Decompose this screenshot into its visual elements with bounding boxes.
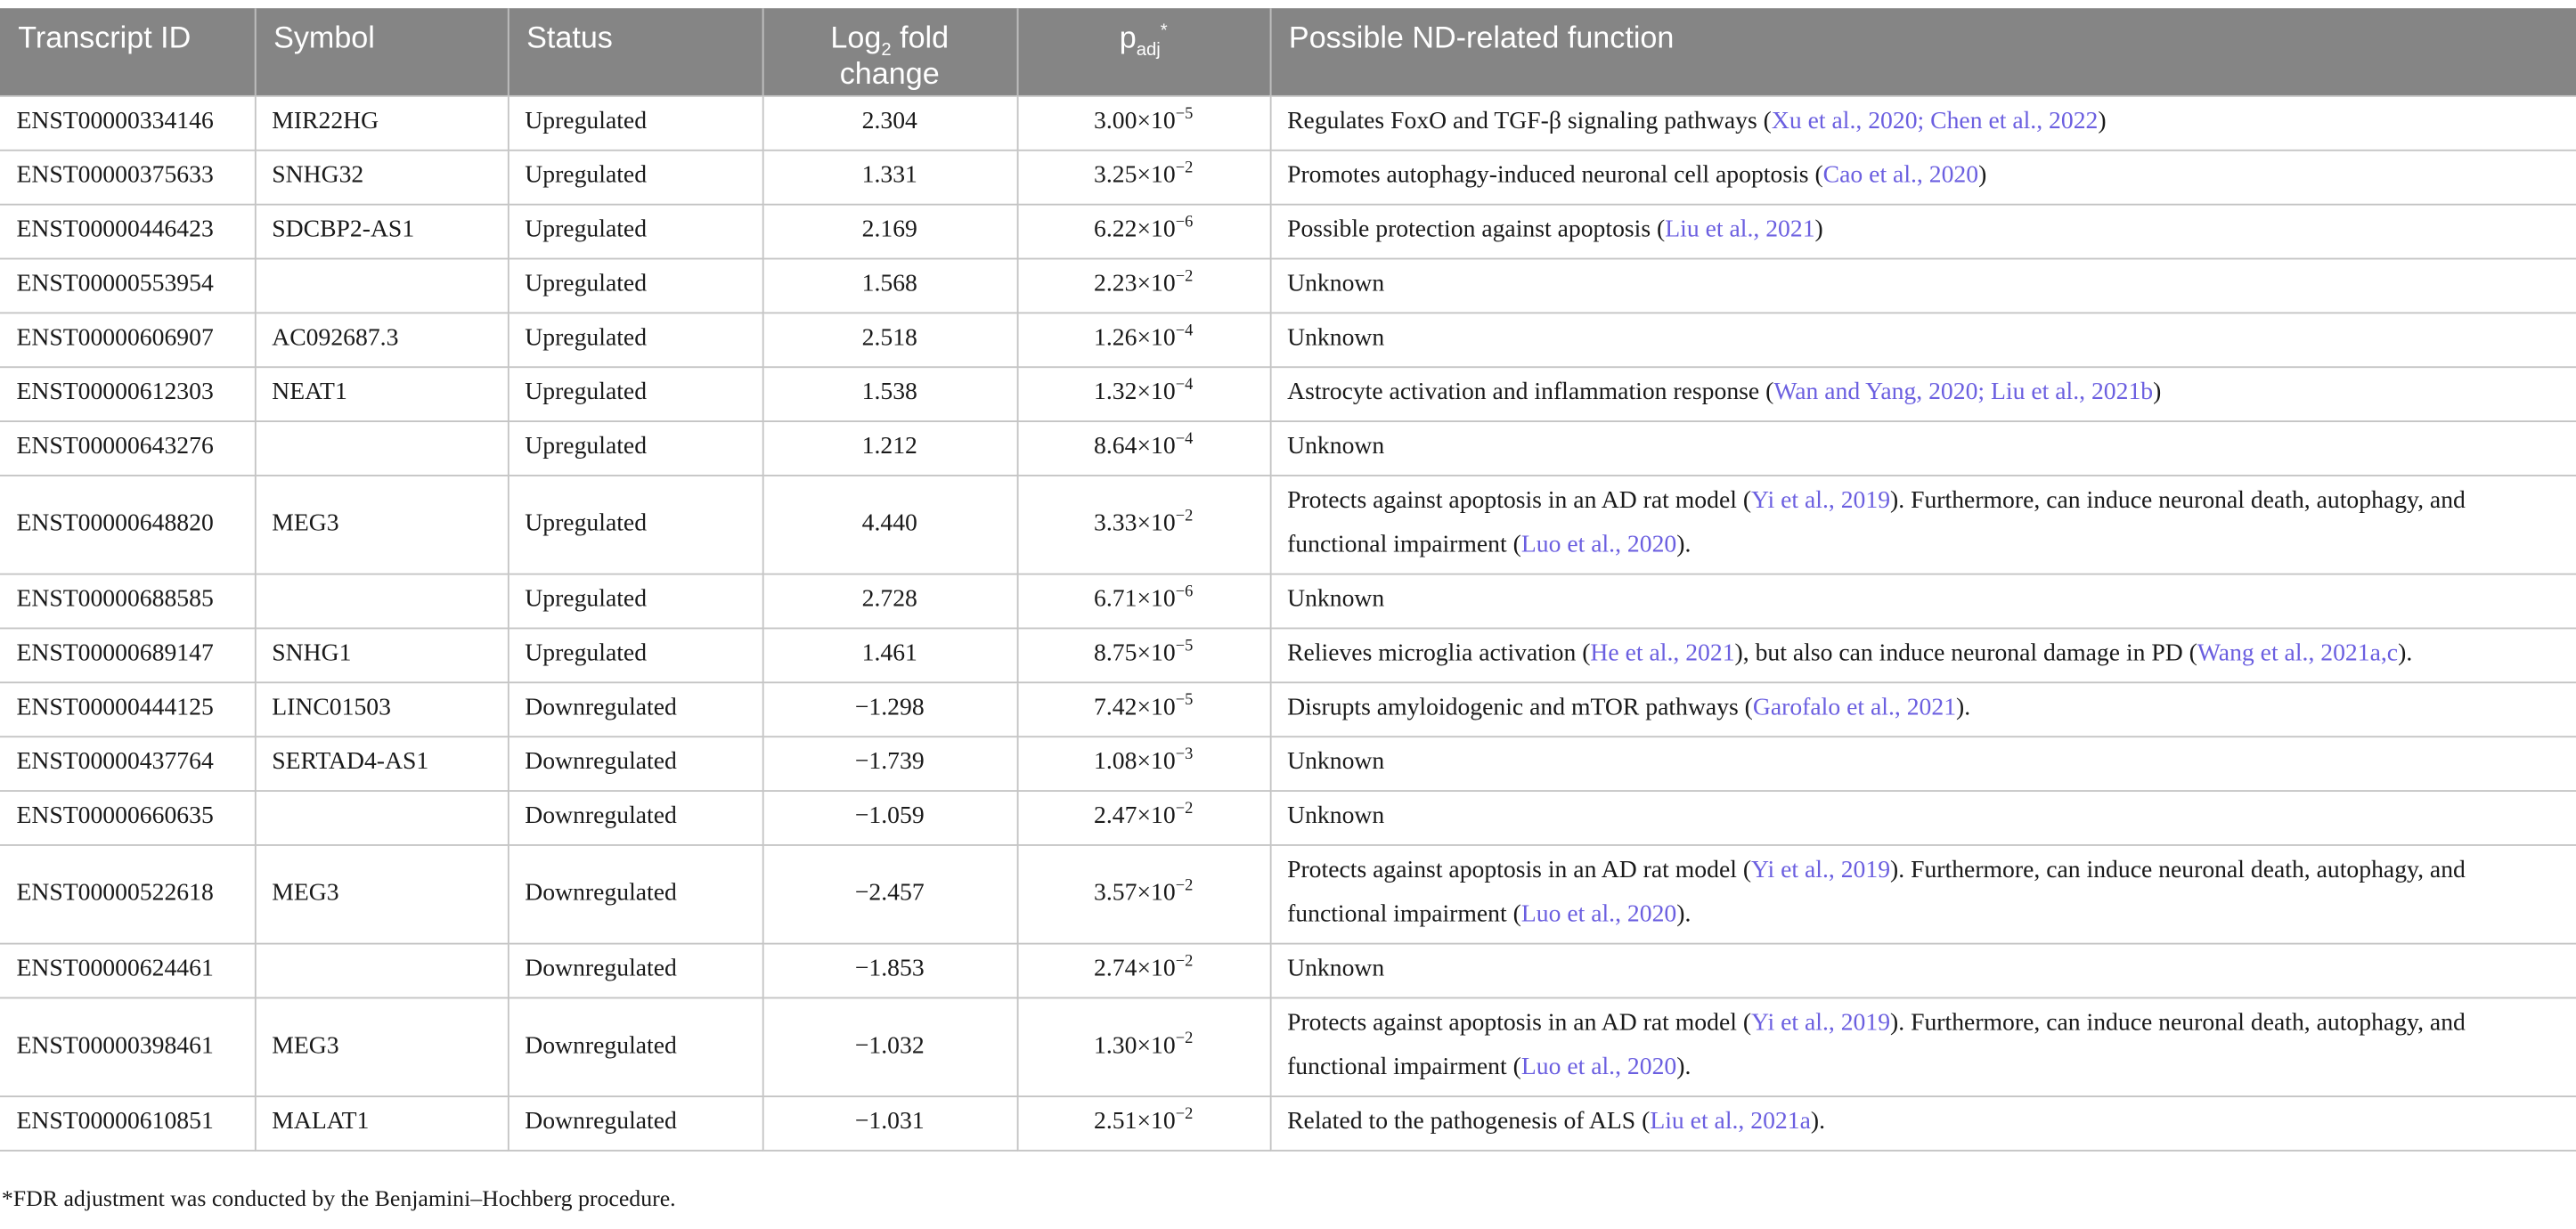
function-text: Unknown: [1287, 749, 1385, 776]
function-text: Protects against apoptosis in an AD rat model (: [1287, 487, 1752, 515]
cell-transcript-id: ENST00000553954: [0, 258, 255, 313]
padj-mantissa: 2.51: [1094, 1108, 1137, 1135]
table-row: [0, 420, 2576, 475]
cell-symbol: AC092687.3: [255, 312, 508, 366]
padj-times: ×: [1137, 956, 1152, 982]
table-row: [0, 150, 2576, 204]
padj-base: 10: [1151, 640, 1176, 667]
padj-base: 10: [1151, 1032, 1176, 1059]
padj-base: 10: [1151, 802, 1176, 830]
padj-exponent: −4: [1175, 321, 1194, 340]
padj-times: ×: [1137, 879, 1152, 907]
cell-padj: [1017, 420, 1270, 475]
function-text: Unknown: [1287, 802, 1385, 830]
function-text: ).: [1956, 695, 1971, 721]
function-text: Astrocyte activation and inflammation response (: [1287, 379, 1774, 406]
padj-exponent: −2: [1175, 1105, 1194, 1124]
header-transcript-id: Transcript ID: [0, 8, 255, 95]
function-text: Unknown: [1287, 325, 1385, 352]
cell-symbol: [255, 790, 508, 844]
cell-symbol: SNHG32: [255, 150, 508, 204]
function-text: Related to the pathogenesis of ALS (: [1287, 1108, 1651, 1135]
cell-log2-fold-change: −1.059: [762, 790, 1017, 844]
padj-times: ×: [1137, 749, 1152, 776]
cell-status: Upregulated: [508, 420, 762, 475]
cell-status: Upregulated: [508, 475, 762, 574]
function-text: ). Furthermore, can induce neuronal death, autophagy, and functional impairment (: [1287, 1010, 2466, 1081]
cell-padj: [1017, 736, 1270, 790]
table-row: [0, 736, 2576, 790]
cell-function: [1270, 997, 2576, 1096]
padj-mantissa: 2.23: [1094, 271, 1137, 297]
function-text: Unknown: [1287, 586, 1385, 613]
table-row: [0, 844, 2576, 943]
citation-link[interactable]: Liu et al., 2021a: [1650, 1108, 1811, 1135]
table-footnote: *FDR adjustment was conducted by the Benjamini–Hochberg procedure.: [1, 1187, 676, 1213]
padj-exponent: −5: [1175, 105, 1194, 124]
padj-mantissa: 6.71: [1094, 586, 1137, 613]
padj-times: ×: [1137, 216, 1152, 243]
cell-padj: [1017, 204, 1270, 258]
cell-function: [1270, 790, 2576, 844]
citation-link[interactable]: Garofalo et al., 2021: [1752, 695, 1957, 721]
function-text: ): [2153, 379, 2162, 406]
padj-mantissa: 8.75: [1094, 640, 1137, 667]
cell-function: [1270, 844, 2576, 943]
cell-status: Upregulated: [508, 204, 762, 258]
padj-exponent: −2: [1175, 875, 1194, 895]
cell-log2-fold-change: 1.568: [762, 258, 1017, 313]
cell-status: Upregulated: [508, 628, 762, 682]
cell-log2-fold-change: −1.298: [762, 681, 1017, 736]
padj-mantissa: 7.42: [1094, 695, 1137, 721]
cell-transcript-id: ENST00000688585: [0, 574, 255, 628]
table-row: [0, 681, 2576, 736]
padj-base: 10: [1151, 1108, 1176, 1135]
padj-base: 10: [1151, 956, 1176, 982]
function-text: Unknown: [1287, 956, 1385, 982]
cell-symbol: [255, 574, 508, 628]
cell-status: Upregulated: [508, 574, 762, 628]
citation-link[interactable]: Wan and Yang, 2020; Liu et al., 2021b: [1773, 379, 2154, 406]
cell-transcript-id: ENST00000612303: [0, 366, 255, 420]
cell-transcript-id: ENST00000398461: [0, 997, 255, 1096]
header-row: [0, 8, 2576, 95]
padj-mantissa: 6.22: [1094, 216, 1137, 243]
padj-times: ×: [1137, 1108, 1152, 1135]
cell-function: [1270, 150, 2576, 204]
function-text: Unknown: [1287, 271, 1385, 297]
cell-status: Upregulated: [508, 312, 762, 366]
cell-log2-fold-change: 2.169: [762, 204, 1017, 258]
cell-padj: [1017, 366, 1270, 420]
cell-log2-fold-change: 1.331: [762, 150, 1017, 204]
cell-log2-fold-change: 1.461: [762, 628, 1017, 682]
cell-padj: [1017, 790, 1270, 844]
padj-times: ×: [1137, 162, 1152, 190]
padj-mantissa: 3.57: [1094, 879, 1137, 907]
padj-base: 10: [1151, 695, 1176, 721]
padj-base: 10: [1151, 433, 1176, 460]
cell-padj: [1017, 312, 1270, 366]
cell-transcript-id: ENST00000648820: [0, 475, 255, 574]
cell-symbol: SNHG1: [255, 628, 508, 682]
cell-function: [1270, 475, 2576, 574]
padj-mantissa: 2.47: [1094, 802, 1137, 830]
function-text: ).: [1676, 901, 1692, 929]
cell-function: [1270, 681, 2576, 736]
citation-link[interactable]: Wang et al., 2021a,c: [2197, 640, 2399, 667]
function-text: ). Furthermore, can induce neuronal death, autophagy, and functional impairment (: [1287, 487, 2466, 559]
cell-function: [1270, 943, 2576, 997]
padj-times: ×: [1137, 695, 1152, 721]
table-row: [0, 312, 2576, 366]
function-text: ). Furthermore, can induce neuronal death, autophagy, and functional impairment (: [1287, 857, 2466, 929]
function-text: ).: [1676, 1054, 1692, 1081]
cell-log2-fold-change: −1.032: [762, 997, 1017, 1096]
padj-base: 10: [1151, 325, 1176, 352]
padj-base: 10: [1151, 271, 1176, 297]
function-text: ).: [2398, 640, 2413, 667]
header-padj: $p_{adj}^*$: [1017, 8, 1270, 95]
cell-function: [1270, 95, 2576, 150]
cell-transcript-id: ENST00000444125: [0, 681, 255, 736]
cell-padj: [1017, 997, 1270, 1096]
cell-status: Downregulated: [508, 943, 762, 997]
cell-padj: [1017, 943, 1270, 997]
function-text: ): [1978, 162, 1987, 190]
table-row: [0, 628, 2576, 682]
citation-link[interactable]: Luo et al., 2020: [1520, 901, 1677, 929]
table-row: [0, 790, 2576, 844]
padj-base: 10: [1151, 879, 1176, 907]
cell-transcript-id: ENST00000689147: [0, 628, 255, 682]
function-text: Possible protection against apoptosis (: [1287, 216, 1666, 243]
cell-status: Downregulated: [508, 681, 762, 736]
cell-transcript-id: ENST00000522618: [0, 844, 255, 943]
cell-log2-fold-change: −1.031: [762, 1095, 1017, 1150]
cell-log2-fold-change: 4.440: [762, 475, 1017, 574]
cell-log2-fold-change: 1.538: [762, 366, 1017, 420]
function-text: Promotes autophagy-induced neuronal cell apoptosis (: [1287, 162, 1823, 190]
function-text: ): [2098, 108, 2107, 135]
padj-times: ×: [1137, 325, 1152, 352]
cell-log2-fold-change: −1.739: [762, 736, 1017, 790]
header-log2-fold-change: Log$_2$ fold change: [762, 8, 1017, 95]
padj-times: ×: [1137, 271, 1152, 297]
cell-function: [1270, 204, 2576, 258]
padj-mantissa: 3.25: [1094, 162, 1137, 190]
padj-times: ×: [1137, 802, 1152, 830]
padj-mantissa: 3.00: [1094, 108, 1137, 135]
padj-base: 10: [1151, 509, 1176, 537]
cell-log2-fold-change: 2.304: [762, 95, 1017, 150]
citation-link[interactable]: Xu et al., 2020; Chen et al., 2022: [1771, 108, 2099, 135]
padj-mantissa: 1.26: [1094, 325, 1137, 352]
padj-times: ×: [1137, 433, 1152, 460]
cell-function: [1270, 312, 2576, 366]
cell-symbol: MEG3: [255, 844, 508, 943]
table-body: [0, 95, 2576, 1150]
citation-link[interactable]: Cao et al., 2020: [1822, 162, 1979, 190]
cell-function: [1270, 366, 2576, 420]
cell-padj: [1017, 150, 1270, 204]
cell-status: Upregulated: [508, 95, 762, 150]
padj-mantissa: 2.74: [1094, 956, 1137, 982]
padj-exponent: −2: [1175, 1029, 1194, 1047]
cell-status: Downregulated: [508, 790, 762, 844]
cell-symbol: [255, 258, 508, 313]
cell-symbol: MIR22HG: [255, 95, 508, 150]
citation-link[interactable]: Luo et al., 2020: [1520, 532, 1677, 559]
cell-padj: [1017, 1095, 1270, 1150]
cell-symbol: LINC01503: [255, 681, 508, 736]
cell-padj: [1017, 574, 1270, 628]
citation-link[interactable]: Luo et al., 2020: [1520, 1054, 1677, 1081]
padj-mantissa: 3.33: [1094, 509, 1137, 537]
cell-status: Downregulated: [508, 736, 762, 790]
cell-symbol: SERTAD4-AS1: [255, 736, 508, 790]
citation-link[interactable]: Yi et al., 2019: [1751, 1010, 1891, 1037]
cell-padj: [1017, 95, 1270, 150]
header-status: Status: [508, 8, 762, 95]
padj-exponent: −6: [1175, 582, 1194, 602]
table-row: [0, 95, 2576, 150]
table-row: [0, 943, 2576, 997]
function-text: ): [1814, 216, 1823, 243]
padj-exponent: −2: [1175, 506, 1194, 525]
cell-transcript-id: ENST00000660635: [0, 790, 255, 844]
padj-exponent: −4: [1175, 376, 1194, 395]
citation-link[interactable]: Yi et al., 2019: [1751, 487, 1891, 515]
function-text: ).: [1810, 1108, 1826, 1135]
function-text: ), but also can induce neuronal damage in PD (: [1734, 640, 2197, 667]
padj-times: ×: [1137, 640, 1152, 667]
lncrna-table: [0, 8, 2576, 1151]
cell-function: [1270, 258, 2576, 313]
function-text: ).: [1676, 532, 1692, 559]
padj-base: 10: [1151, 162, 1176, 190]
cell-symbol: MEG3: [255, 997, 508, 1096]
table-row: [0, 574, 2576, 628]
cell-padj: [1017, 258, 1270, 313]
table-row: [0, 366, 2576, 420]
padj-mantissa: 1.30: [1094, 1032, 1137, 1059]
padj-exponent: −2: [1175, 159, 1194, 178]
cell-status: Upregulated: [508, 258, 762, 313]
cell-symbol: MALAT1: [255, 1095, 508, 1150]
cell-transcript-id: ENST00000446423: [0, 204, 255, 258]
cell-status: Downregulated: [508, 1095, 762, 1150]
padj-exponent: −3: [1175, 745, 1194, 764]
padj-base: 10: [1151, 749, 1176, 776]
citation-link[interactable]: Yi et al., 2019: [1751, 857, 1891, 884]
padj-times: ×: [1137, 379, 1152, 406]
cell-padj: [1017, 681, 1270, 736]
citation-link[interactable]: Liu et al., 2021: [1665, 216, 1815, 243]
padj-times: ×: [1137, 586, 1152, 613]
padj-exponent: −2: [1175, 800, 1194, 818]
cell-symbol: [255, 943, 508, 997]
cell-transcript-id: ENST00000643276: [0, 420, 255, 475]
cell-function: [1270, 420, 2576, 475]
padj-times: ×: [1137, 108, 1152, 135]
cell-function: [1270, 1095, 2576, 1150]
table-row: [0, 997, 2576, 1096]
cell-symbol: NEAT1: [255, 366, 508, 420]
padj-times: ×: [1137, 509, 1152, 537]
table-row: [0, 258, 2576, 313]
cell-status: Downregulated: [508, 844, 762, 943]
cell-transcript-id: ENST00000610851: [0, 1095, 255, 1150]
table-row: [0, 475, 2576, 574]
cell-status: Downregulated: [508, 997, 762, 1096]
cell-symbol: [255, 420, 508, 475]
cell-status: Upregulated: [508, 150, 762, 204]
cell-log2-fold-change: 1.212: [762, 420, 1017, 475]
padj-base: 10: [1151, 216, 1176, 243]
cell-transcript-id: ENST00000606907: [0, 312, 255, 366]
table-row: [0, 1095, 2576, 1150]
cell-transcript-id: ENST00000437764: [0, 736, 255, 790]
cell-function: [1270, 628, 2576, 682]
padj-base: 10: [1151, 108, 1176, 135]
cell-padj: [1017, 628, 1270, 682]
cell-log2-fold-change: −2.457: [762, 844, 1017, 943]
cell-status: Upregulated: [508, 366, 762, 420]
padj-mantissa: 1.32: [1094, 379, 1137, 406]
function-text: Protects against apoptosis in an AD rat model (: [1287, 857, 1752, 884]
padj-exponent: −2: [1175, 952, 1194, 972]
padj-exponent: −4: [1175, 430, 1194, 449]
citation-link[interactable]: He et al., 2021: [1590, 640, 1735, 667]
header-function: Possible ND-related function: [1270, 8, 2576, 95]
cell-log2-fold-change: 2.518: [762, 312, 1017, 366]
padj-exponent: −2: [1175, 267, 1194, 286]
cell-function: [1270, 736, 2576, 790]
padj-mantissa: 1.08: [1094, 749, 1137, 776]
header-symbol: Symbol: [255, 8, 508, 95]
table-row: [0, 204, 2576, 258]
function-text: Unknown: [1287, 433, 1385, 460]
cell-symbol: MEG3: [255, 475, 508, 574]
cell-transcript-id: ENST00000624461: [0, 943, 255, 997]
function-text: Relieves microglia activation (: [1287, 640, 1591, 667]
cell-transcript-id: ENST00000334146: [0, 95, 255, 150]
cell-transcript-id: ENST00000375633: [0, 150, 255, 204]
padj-times: ×: [1137, 1032, 1152, 1059]
cell-padj: [1017, 844, 1270, 943]
padj-exponent: −5: [1175, 691, 1194, 710]
cell-log2-fold-change: −1.853: [762, 943, 1017, 997]
padj-base: 10: [1151, 586, 1176, 613]
cell-function: [1270, 574, 2576, 628]
padj-exponent: −5: [1175, 637, 1194, 655]
function-text: Disrupts amyloidogenic and mTOR pathways (: [1287, 695, 1753, 721]
cell-log2-fold-change: 2.728: [762, 574, 1017, 628]
function-text: Regulates FoxO and TGF-β signaling pathways (: [1287, 108, 1772, 135]
padj-exponent: −6: [1175, 213, 1194, 232]
cell-symbol: SDCBP2-AS1: [255, 204, 508, 258]
padj-base: 10: [1151, 379, 1176, 406]
function-text: Protects against apoptosis in an AD rat model (: [1287, 1010, 1752, 1037]
cell-padj: [1017, 475, 1270, 574]
padj-mantissa: 8.64: [1094, 433, 1137, 460]
